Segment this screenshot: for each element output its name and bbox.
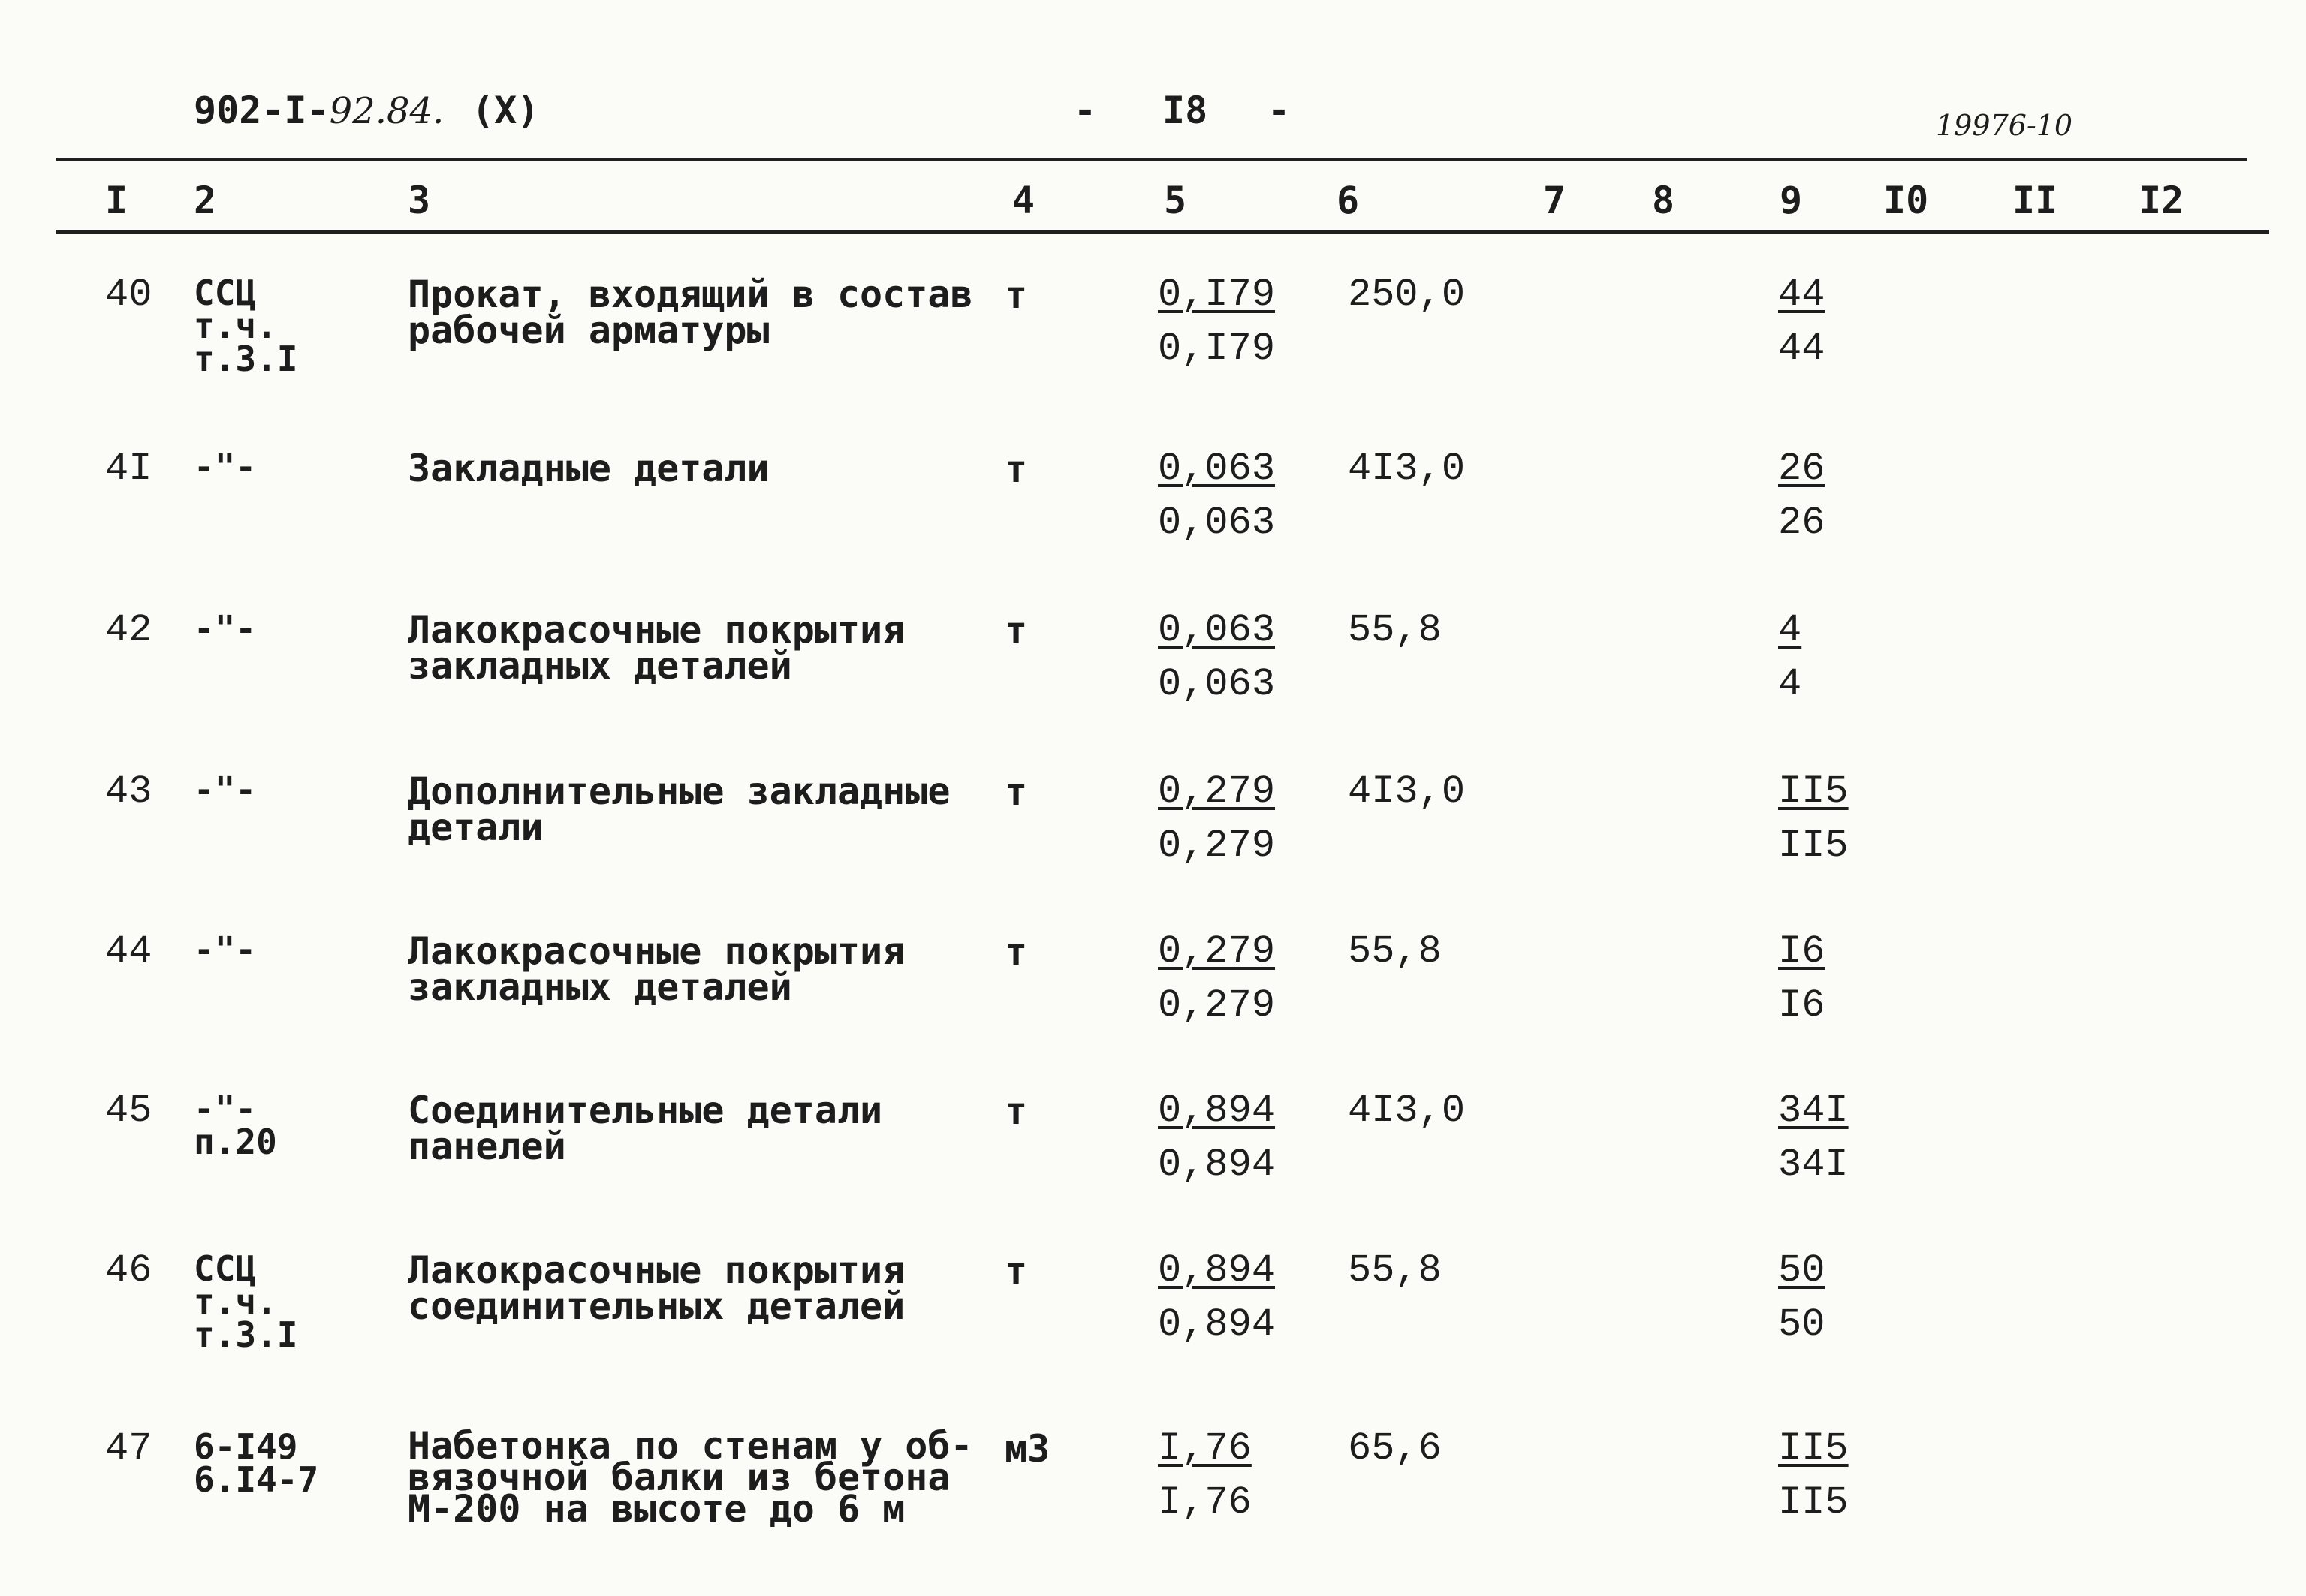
row-description-line: детали bbox=[408, 806, 544, 849]
row-cost-top: II5 bbox=[1778, 769, 1849, 814]
column-header-12: I2 bbox=[2139, 179, 2184, 222]
row-quantity-top: 0,279 bbox=[1158, 929, 1276, 974]
row-reference-line: -"- bbox=[194, 769, 257, 810]
row-quantity-top: 0,063 bbox=[1158, 447, 1276, 491]
row-cost bbox=[1778, 1248, 1825, 1347]
row-quantity-bottom: 0,I79 bbox=[1158, 327, 1276, 371]
row-cost-bottom: 26 bbox=[1778, 501, 1825, 545]
row-description bbox=[408, 1248, 906, 1328]
row-description-line: Набетонка по стенам у об- bbox=[408, 1424, 973, 1468]
row-number: 45 bbox=[105, 1089, 152, 1133]
row-price: 65,6 bbox=[1348, 1426, 1442, 1471]
column-header-5: 5 bbox=[1164, 179, 1187, 222]
table-row bbox=[0, 447, 2306, 608]
row-number: 46 bbox=[105, 1248, 152, 1293]
row-unit: м3 bbox=[1005, 1427, 1051, 1471]
row-reference bbox=[194, 929, 257, 970]
row-reference-line: -"- bbox=[194, 929, 257, 970]
row-quantity bbox=[1158, 929, 1276, 1028]
page-dash-left: - bbox=[1074, 89, 1097, 132]
row-quantity-bottom: 0,894 bbox=[1158, 1302, 1276, 1347]
row-number: 40 bbox=[105, 273, 152, 317]
row-reference-line: -"- bbox=[194, 447, 257, 487]
table-row bbox=[0, 273, 2306, 434]
row-description-line: панелей bbox=[408, 1125, 566, 1168]
document-code-printed: 902-I- bbox=[194, 89, 330, 132]
row-quantity-bottom: 0,279 bbox=[1158, 983, 1276, 1028]
row-reference-line: т.ч. bbox=[194, 1281, 277, 1322]
table-row bbox=[0, 769, 2306, 931]
row-reference-line: -"- bbox=[194, 608, 257, 649]
row-cost-bottom: 44 bbox=[1778, 327, 1825, 371]
row-price: 4I3,0 bbox=[1348, 1089, 1466, 1133]
row-cost-top: 26 bbox=[1778, 447, 1825, 491]
row-cost bbox=[1778, 447, 1825, 545]
row-cost bbox=[1778, 1089, 1849, 1187]
row-description-line: Лакокрасочные покрытия bbox=[408, 608, 906, 652]
row-reference bbox=[194, 1248, 298, 1355]
row-number: 43 bbox=[105, 769, 152, 814]
row-quantity-bottom: 0,279 bbox=[1158, 824, 1276, 868]
row-quantity bbox=[1158, 769, 1276, 868]
row-reference-line: ССЦ bbox=[194, 273, 257, 313]
archive-number: 19976-10 bbox=[1936, 109, 2073, 142]
row-reference-line: ССЦ bbox=[194, 1248, 257, 1289]
row-cost-top: 4 bbox=[1778, 608, 1802, 652]
row-quantity-top: 0,894 bbox=[1158, 1248, 1276, 1293]
row-cost-top: 50 bbox=[1778, 1248, 1825, 1293]
row-number: 47 bbox=[105, 1426, 152, 1471]
table-row bbox=[0, 1424, 2306, 1588]
row-cost bbox=[1778, 929, 1825, 1028]
row-reference-line: п.20 bbox=[194, 1122, 277, 1162]
row-number: 4I bbox=[105, 447, 152, 491]
column-header-6: 6 bbox=[1337, 179, 1360, 222]
row-description-line: Дополнительные закладные bbox=[408, 769, 951, 813]
row-price: 55,8 bbox=[1348, 608, 1442, 652]
row-number: 44 bbox=[105, 929, 152, 974]
column-header-11: II bbox=[2012, 179, 2058, 222]
page-dash-right: - bbox=[1268, 89, 1291, 132]
row-price: 4I3,0 bbox=[1348, 447, 1466, 491]
row-cost-top: 44 bbox=[1778, 273, 1825, 317]
row-reference bbox=[194, 273, 298, 379]
row-quantity bbox=[1158, 273, 1276, 371]
page-number: I8 bbox=[1162, 89, 1208, 132]
row-quantity-top: 0,I79 bbox=[1158, 273, 1276, 317]
column-header-9: 9 bbox=[1780, 179, 1803, 222]
row-cost-bottom: 34I bbox=[1778, 1143, 1849, 1187]
row-cost bbox=[1778, 1426, 1849, 1525]
row-price: 250,0 bbox=[1348, 273, 1466, 317]
row-description bbox=[408, 447, 770, 490]
row-cost-bottom: 50 bbox=[1778, 1302, 1825, 1347]
row-reference bbox=[194, 447, 257, 487]
row-unit: т bbox=[1005, 609, 1028, 652]
row-description bbox=[408, 273, 973, 352]
row-unit: т bbox=[1005, 273, 1028, 317]
row-reference-line: т.ч. bbox=[194, 306, 277, 346]
row-cost-bottom: I6 bbox=[1778, 983, 1825, 1028]
row-quantity-bottom: 0,063 bbox=[1158, 501, 1276, 545]
row-price: 4I3,0 bbox=[1348, 769, 1466, 814]
row-description bbox=[408, 1089, 883, 1168]
row-reference bbox=[194, 1426, 319, 1500]
table-row bbox=[0, 1089, 2306, 1250]
column-header-7: 7 bbox=[1543, 179, 1566, 222]
row-quantity bbox=[1158, 1089, 1276, 1187]
column-header-1: I bbox=[105, 179, 128, 222]
row-cost-bottom: II5 bbox=[1778, 1480, 1849, 1525]
row-description-line: Соединительные детали bbox=[408, 1089, 883, 1132]
row-description bbox=[408, 1424, 973, 1531]
row-number: 42 bbox=[105, 608, 152, 652]
row-quantity bbox=[1158, 608, 1276, 706]
row-reference bbox=[194, 769, 257, 810]
row-description-line: Лакокрасочные покрытия bbox=[408, 1248, 906, 1292]
document-code-handwritten: 92.84. bbox=[329, 90, 445, 132]
row-description-line: Лакокрасочные покрытия bbox=[408, 929, 906, 973]
row-quantity-top: I,76 bbox=[1158, 1426, 1252, 1471]
column-header-4: 4 bbox=[1012, 179, 1035, 222]
row-unit: т bbox=[1005, 930, 1028, 974]
table-row bbox=[0, 608, 2306, 769]
row-reference-line: 6-I49 bbox=[194, 1426, 298, 1467]
document-suffix: (X) bbox=[472, 89, 540, 132]
row-description-line: закладных деталей bbox=[408, 644, 792, 688]
row-quantity-bottom: I,76 bbox=[1158, 1480, 1252, 1525]
row-description-line: рабочей арматуры bbox=[408, 309, 770, 352]
row-quantity-bottom: 0,063 bbox=[1158, 662, 1276, 706]
row-cost-bottom: II5 bbox=[1778, 824, 1849, 868]
row-description-line: вязочной балки из бетона bbox=[408, 1456, 951, 1499]
row-description bbox=[408, 608, 906, 688]
row-price: 55,8 bbox=[1348, 929, 1442, 974]
row-unit: т bbox=[1005, 1249, 1028, 1293]
document-code bbox=[194, 89, 445, 132]
row-cost bbox=[1778, 608, 1802, 706]
row-quantity-top: 0,894 bbox=[1158, 1089, 1276, 1133]
row-reference bbox=[194, 608, 257, 649]
row-cost bbox=[1778, 769, 1849, 868]
column-header-2: 2 bbox=[194, 179, 217, 222]
table-row bbox=[0, 929, 2306, 1091]
row-description-line: соединительных деталей bbox=[408, 1284, 906, 1328]
table-row bbox=[0, 1248, 2306, 1410]
row-unit: т bbox=[1005, 770, 1028, 814]
column-header-10: I0 bbox=[1883, 179, 1929, 222]
row-description bbox=[408, 929, 906, 1009]
header-bottom-rule bbox=[56, 230, 2269, 234]
row-unit: т bbox=[1005, 447, 1028, 491]
row-description-line: Закладные детали bbox=[408, 447, 770, 490]
row-cost bbox=[1778, 273, 1825, 371]
row-cost-top: II5 bbox=[1778, 1426, 1849, 1471]
column-header-8: 8 bbox=[1652, 179, 1675, 222]
row-reference bbox=[194, 1089, 277, 1162]
row-quantity-top: 0,063 bbox=[1158, 608, 1276, 652]
row-reference-line: т.3.I bbox=[194, 339, 298, 379]
row-description-line: Прокат, входящий в состав bbox=[408, 273, 973, 316]
row-cost-top: 34I bbox=[1778, 1089, 1849, 1133]
row-quantity-bottom: 0,894 bbox=[1158, 1143, 1276, 1187]
row-quantity bbox=[1158, 1248, 1276, 1347]
row-description-line: М-200 на высоте до 6 м bbox=[408, 1487, 906, 1531]
row-unit: т bbox=[1005, 1089, 1028, 1133]
row-reference-line: 6.I4-7 bbox=[194, 1459, 319, 1500]
row-description bbox=[408, 769, 951, 849]
row-cost-bottom: 4 bbox=[1778, 662, 1802, 706]
row-reference-line: т.3.I bbox=[194, 1314, 298, 1355]
row-cost-top: I6 bbox=[1778, 929, 1825, 974]
row-price: 55,8 bbox=[1348, 1248, 1442, 1293]
column-header-3: 3 bbox=[408, 179, 431, 222]
row-quantity-top: 0,279 bbox=[1158, 769, 1276, 814]
header-top-rule bbox=[56, 158, 2247, 161]
row-description-line: закладных деталей bbox=[408, 965, 792, 1009]
row-quantity bbox=[1158, 1426, 1252, 1525]
row-quantity bbox=[1158, 447, 1276, 545]
row-reference-line: -"- bbox=[194, 1089, 257, 1129]
